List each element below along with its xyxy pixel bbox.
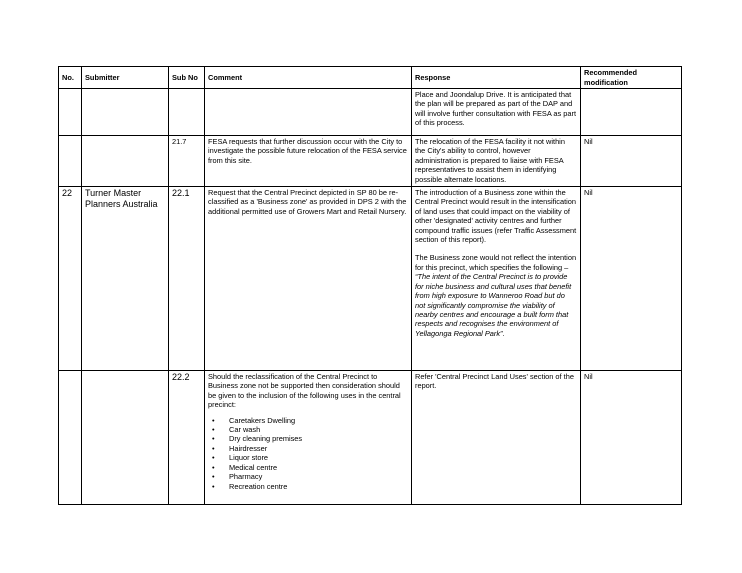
cell-response: Place and Joondalup Drive. It is anticipated that the plan will be prepared as part of the DAP and will involve further consultation with FESA as part of this process. bbox=[412, 89, 581, 136]
cell-no bbox=[59, 89, 82, 136]
list-item: • Pharmacy bbox=[212, 472, 263, 482]
list-item: • Liquor store bbox=[212, 453, 269, 463]
bullet-icon: • bbox=[212, 443, 215, 453]
header-recommended-modification: Recommended modification bbox=[581, 67, 682, 89]
list-item: • Dry cleaning premises bbox=[212, 434, 303, 444]
cell-sub-no: 22.2 bbox=[169, 371, 205, 505]
bullet-icon: • bbox=[212, 481, 215, 491]
bullet-icon: • bbox=[212, 453, 215, 463]
header-sub-no: Sub No bbox=[169, 67, 205, 89]
table-row bbox=[59, 89, 682, 136]
header-response: Response bbox=[412, 67, 581, 89]
comment-text: Should the reclassification of the Central Precinct to Business zone not be supported then consideration should be given to the inclusion of the following uses in the central precinct: bbox=[208, 372, 401, 410]
submissions-table bbox=[58, 66, 682, 505]
cell-submitter: Turner Master Planners Australia bbox=[82, 187, 169, 371]
list-item: • Hairdresser bbox=[212, 443, 268, 453]
cell-comment bbox=[205, 89, 412, 136]
cell-recommended bbox=[581, 89, 682, 136]
cell-comment bbox=[205, 371, 412, 505]
uses-list bbox=[208, 416, 408, 491]
cell-sub-no bbox=[169, 89, 205, 136]
list-item: • Caretakers Dwelling bbox=[212, 415, 296, 425]
header-no: No. bbox=[59, 67, 82, 89]
cell-recommended: Nil bbox=[581, 371, 682, 505]
header-row bbox=[59, 67, 682, 89]
header-submitter: Submitter bbox=[82, 67, 169, 89]
response-paragraph: The introduction of a Business zone within the Central Precinct would result in the intensification of land uses that could impact on the viability of other 'designated' activity centres and further compound traffic issues (refer Traffic Assessment section of this report). bbox=[415, 188, 577, 245]
cell-sub-no: 21.7 bbox=[169, 136, 205, 187]
cell-submitter bbox=[82, 136, 169, 187]
cell-sub-no: 22.1 bbox=[169, 187, 205, 371]
response-text-end: . bbox=[502, 328, 505, 338]
cell-submitter bbox=[82, 89, 169, 136]
table-row bbox=[59, 187, 682, 371]
cell-no bbox=[59, 136, 82, 187]
list-item: • Recreation centre bbox=[212, 481, 288, 491]
list-item: • Car wash bbox=[212, 425, 261, 435]
table-row bbox=[59, 136, 682, 187]
header-comment: Comment bbox=[205, 67, 412, 89]
cell-response bbox=[412, 187, 581, 371]
bullet-icon: • bbox=[212, 462, 215, 472]
cell-no bbox=[59, 371, 82, 505]
bullet-icon: • bbox=[212, 472, 215, 482]
cell-submitter bbox=[82, 371, 169, 505]
bullet-icon: • bbox=[212, 425, 215, 435]
cell-no: 22 bbox=[59, 187, 82, 371]
cell-response: Refer 'Central Precinct Land Uses' section of the report. bbox=[412, 371, 581, 505]
bullet-icon: • bbox=[212, 415, 215, 425]
response-quote: “The intent of the Central Precinct is to provide for niche business and cultural uses that benefit from high exposure to Wanneroo Road but do not significantly compromise the viability of nearby centres and encourage a built form that respects and recognises the environment of Yellagonga Regional Park” bbox=[415, 272, 572, 338]
bullet-icon: • bbox=[212, 434, 215, 444]
response-paragraph bbox=[415, 253, 577, 338]
cell-recommended: Nil bbox=[581, 187, 682, 371]
table-row bbox=[59, 371, 682, 505]
list-item: • Medical centre bbox=[212, 462, 278, 472]
cell-comment: Request that the Central Precinct depicted in SP 80 be re-classified as a 'Business zone' as provided in DPS 2 with the additional permitted use of Growers Mart and Retail Nursery. bbox=[205, 187, 412, 371]
cell-response: The relocation of the FESA facility it not within the City's ability to control, however administration is prepared to liaise with FESA representatives to assist them in identifying possible alternate locations. bbox=[412, 136, 581, 187]
response-text: The Business zone would not reflect the intention for this precinct, which specifies the following – bbox=[415, 253, 577, 272]
cell-comment: FESA requests that further discussion occur with the City to investigate the possible future relocation of the FESA service from this site. bbox=[205, 136, 412, 187]
cell-recommended: Nil bbox=[581, 136, 682, 187]
